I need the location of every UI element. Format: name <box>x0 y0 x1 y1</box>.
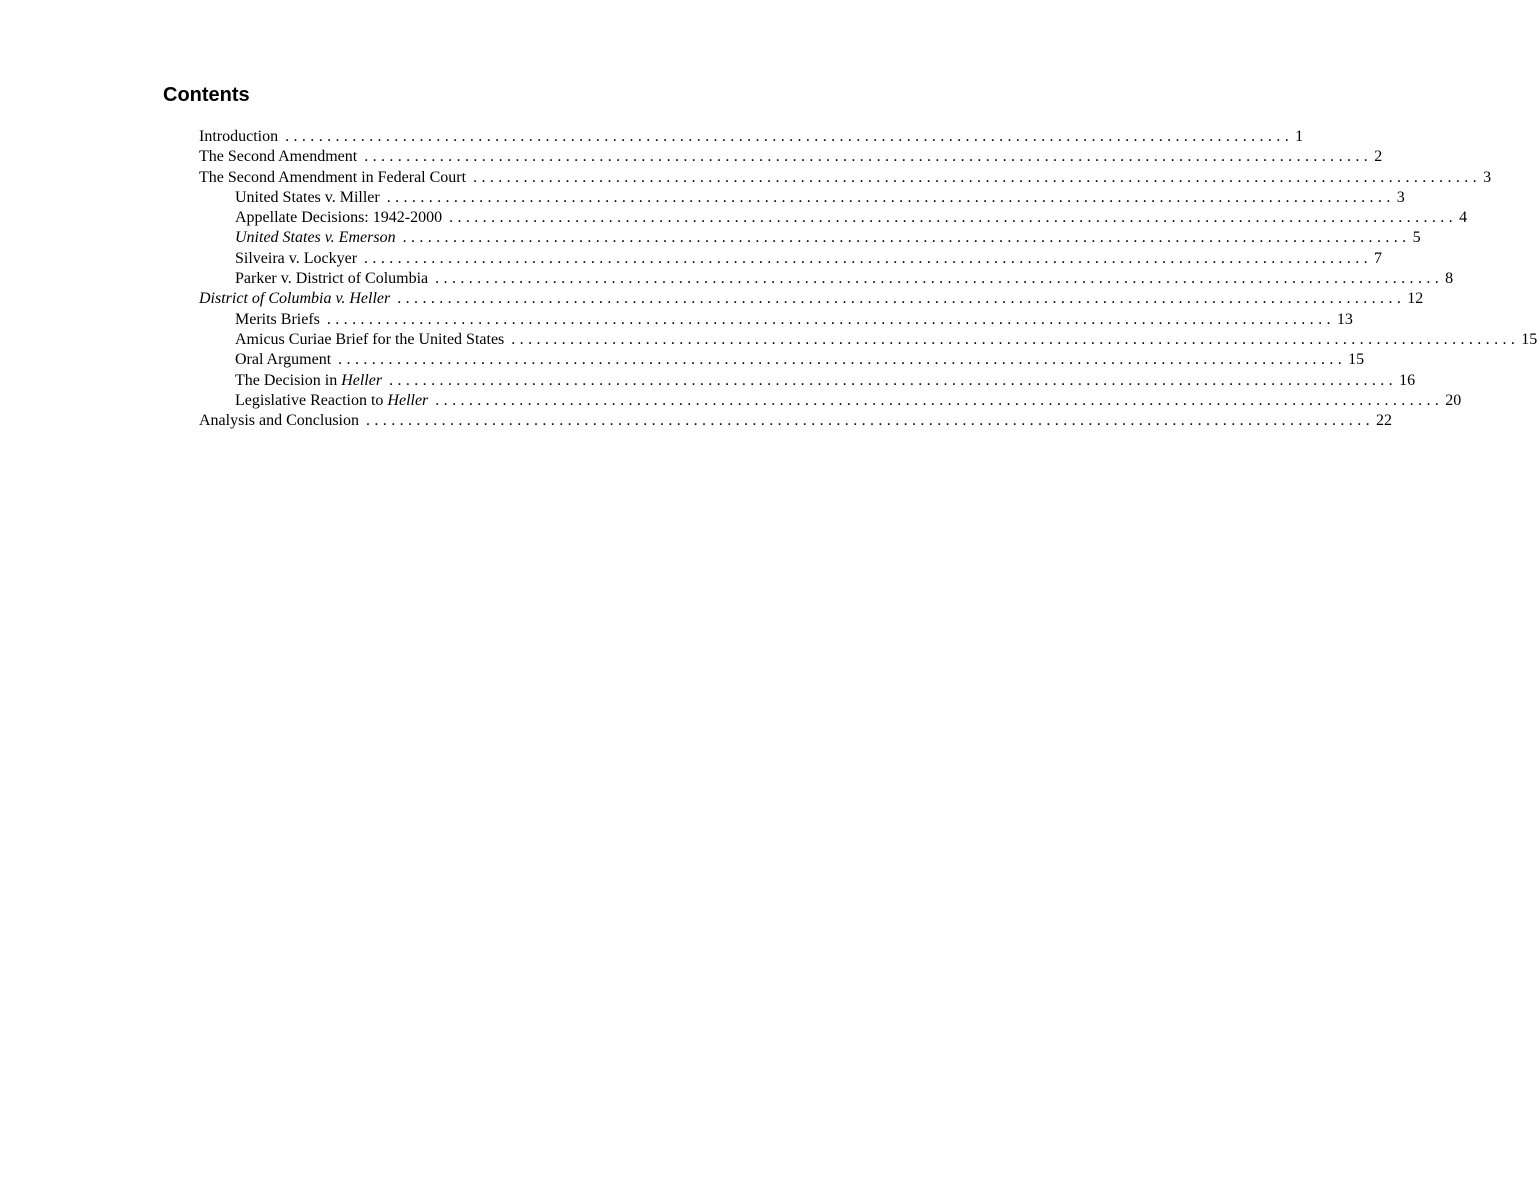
toc-entry-title-italic: Heller <box>387 391 429 409</box>
toc-entry[interactable] <box>199 168 1492 188</box>
toc-entry-title-text: The Second Amendment in Federal Court <box>199 168 467 186</box>
toc-entry-title <box>199 147 364 167</box>
dot-leader: ........................................................................................................................ <box>366 412 1374 430</box>
toc-entry[interactable] <box>199 289 1424 309</box>
toc-entry-title-italic: Heller <box>341 371 383 389</box>
toc-entry-title-text: Amicus Curiae Brief for the United States <box>235 330 505 348</box>
toc-entry-title <box>199 289 397 309</box>
toc-entry-title <box>235 350 338 370</box>
toc-page-number: 8 <box>1445 270 1454 288</box>
toc-entry[interactable] <box>199 249 1383 269</box>
toc-entry-title <box>199 127 285 147</box>
toc-page-number: 1 <box>1295 128 1304 145</box>
toc-entry-title <box>199 411 366 431</box>
toc-entry-title-text: United States v. Miller <box>235 188 380 206</box>
toc-entry[interactable] <box>199 208 1468 228</box>
toc-entry-title-text: Legislative Reaction to <box>235 391 388 409</box>
dot-leader: ........................................................................................................................ <box>511 330 1520 348</box>
toc-entry[interactable] <box>199 350 1365 370</box>
toc-entry-title <box>235 228 403 248</box>
toc-page-number: 15 <box>1521 330 1537 348</box>
toc-entry-title-text: Introduction <box>199 128 279 145</box>
dot-leader: ........................................................................................................................ <box>338 351 1347 369</box>
page-title: Contents <box>163 84 250 106</box>
dot-leader: ........................................................................................................................ <box>285 128 1294 145</box>
toc-entry-title-italic: United States v. Emerson <box>235 229 396 247</box>
toc-entry[interactable] <box>199 310 1353 330</box>
dot-leader: ........................................................................................................................ <box>449 209 1458 227</box>
dot-leader: ........................................................................................................................ <box>397 290 1406 308</box>
toc-entry-title-text: The Second Amendment <box>199 148 358 166</box>
toc-entry-title-text: Silveira v. Lockyer <box>235 249 358 267</box>
toc-entry-title <box>235 208 449 228</box>
toc-page-number: 15 <box>1348 351 1365 369</box>
toc-entry-title <box>235 371 389 391</box>
toc-page-number: 20 <box>1445 391 1462 409</box>
table-of-contents <box>199 127 1537 431</box>
toc-page-number: 3 <box>1483 168 1492 186</box>
toc-entry-title-text: Merits Briefs <box>235 310 320 328</box>
toc-entry-title-text: The Decision in <box>235 371 342 389</box>
toc-entry-title-italic: District of Columbia v. Heller <box>199 290 391 308</box>
toc-entry-title <box>235 310 327 330</box>
toc-entry-title <box>235 391 435 411</box>
toc-entry-title <box>235 330 511 350</box>
toc-page-number: 22 <box>1376 412 1392 430</box>
dot-leader: ........................................................................................................................ <box>386 188 1395 206</box>
toc-entry[interactable] <box>199 269 1454 289</box>
toc-page-number: 16 <box>1399 371 1416 389</box>
toc-page-number: 3 <box>1396 188 1405 206</box>
toc-page-number: 7 <box>1374 249 1383 267</box>
toc-entry-title <box>235 188 387 208</box>
toc-entry[interactable] <box>199 147 1383 167</box>
toc-entry[interactable] <box>199 391 1462 411</box>
dot-leader: ........................................................................................................................ <box>402 229 1411 247</box>
toc-entry[interactable] <box>199 188 1405 208</box>
toc-entry[interactable] <box>199 127 1304 147</box>
toc-page-number: 5 <box>1412 229 1421 247</box>
toc-page-number: 12 <box>1407 290 1424 308</box>
dot-leader: ........................................................................................................................ <box>435 391 1444 409</box>
toc-entry-title <box>199 168 473 188</box>
toc-entry[interactable] <box>199 371 1416 391</box>
dot-leader: ........................................................................................................................ <box>473 168 1482 186</box>
toc-page-number: 4 <box>1459 209 1468 227</box>
toc-entry-title <box>235 249 364 269</box>
dot-leader: ........................................................................................................................ <box>389 371 1398 389</box>
toc-entry[interactable] <box>199 411 1392 431</box>
dot-leader: ........................................................................................................................ <box>364 249 1373 267</box>
dot-leader: ........................................................................................................................ <box>435 270 1444 288</box>
toc-page-number: 2 <box>1374 148 1383 166</box>
toc-page-number: 13 <box>1336 310 1353 328</box>
dot-leader: ........................................................................................................................ <box>326 310 1335 328</box>
toc-entry-title-text: Analysis and Conclusion <box>199 412 359 430</box>
toc-entry-title <box>235 269 435 289</box>
toc-entry-title-text: Appellate Decisions: 1942-2000 <box>235 209 443 227</box>
toc-entry[interactable] <box>199 228 1421 248</box>
toc-entry-title-text: Oral Argument <box>235 351 332 369</box>
toc-entry[interactable] <box>199 330 1537 350</box>
dot-leader: ........................................................................................................................ <box>364 148 1373 166</box>
toc-entry-title-text: Parker v. District of Columbia <box>235 270 429 288</box>
